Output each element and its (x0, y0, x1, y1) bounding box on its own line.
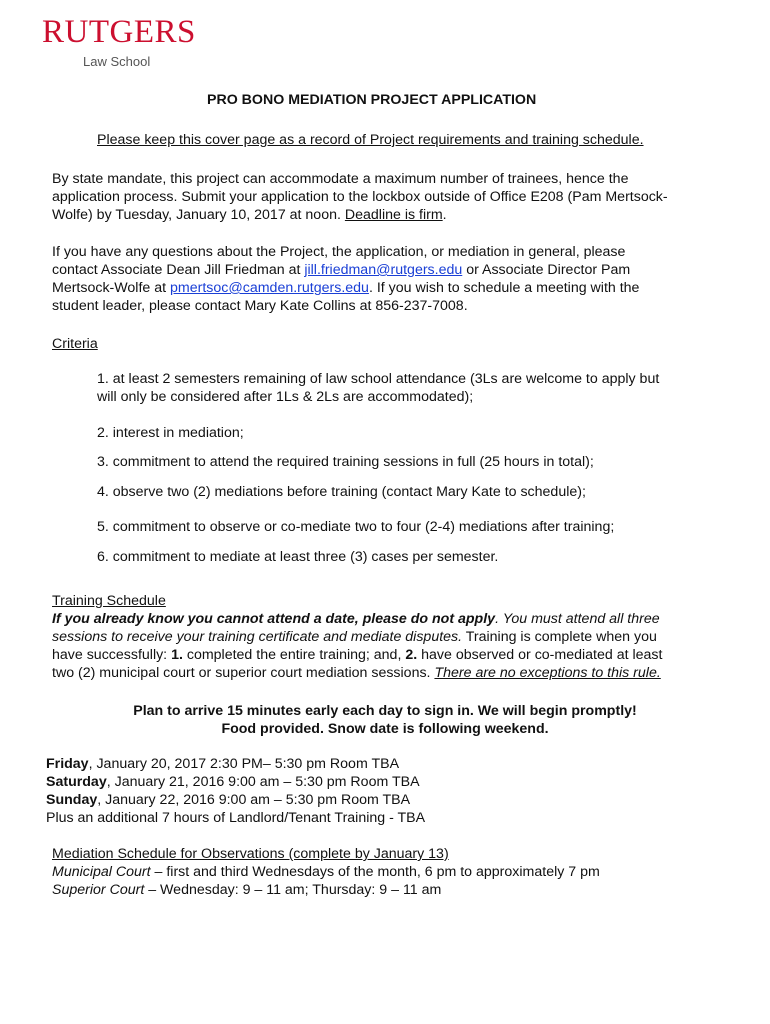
page-title: PRO BONO MEDIATION PROJECT APPLICATION (207, 92, 537, 108)
schedule-day: Saturday (46, 774, 107, 790)
contact-line-3 (52, 279, 639, 297)
email-link-mertsock[interactable]: pmertsoc@camden.rutgers.edu (170, 280, 369, 296)
training-heading: Training Schedule (52, 593, 166, 609)
email-link-friedman[interactable]: jill.friedman@rutgers.edu (304, 262, 463, 278)
contact-text-b: or Associate Director Pam (462, 262, 631, 278)
criteria-item-1: 1. at least 2 semesters remaining of law school attendance (3Ls are welcome to apply but (97, 371, 660, 387)
training-line-3 (52, 646, 662, 664)
contact-text-a: contact Associate Dean Jill Friedman at (52, 262, 305, 278)
contact-line-1: If you have any questions about the Project, the application, or mediation in general, please (52, 244, 626, 260)
intro-line-1: By state mandate, this project can accommodate a maximum number of trainees, hence the (52, 171, 629, 187)
training-complete-note: Training is complete when you (462, 629, 657, 645)
criteria-item-4: 4. observe two (2) mediations before training (contact Mary Kate to schedule); (97, 484, 586, 500)
schedule-extra: Plus an additional 7 hours of Landlord/Tenant Training - TBA (46, 810, 426, 826)
observations-municipal (52, 863, 600, 881)
schedule-detail: , January 20, 2017 2:30 PM– 5:30 pm Room TBA (88, 756, 400, 772)
training-line-4 (52, 664, 661, 682)
observations-superior (52, 881, 441, 899)
criteria-item-1-cont: will only be considered after 1Ls & 2Ls are accommodated); (97, 389, 474, 405)
training-certificate-note: sessions to receive your training certificate and mediate disputes. (52, 629, 463, 645)
training-text-c: completed the entire training; and, (182, 647, 406, 663)
no-exceptions-note: There are no exceptions to this rule. (434, 665, 661, 681)
schedule-detail: , January 22, 2016 9:00 am – 5:30 pm Room TBA (97, 792, 411, 808)
criteria-item-3: 3. commitment to attend the required training sessions in full (25 hours in total); (97, 454, 594, 470)
superior-court-text: – Wednesday: 9 – 11 am; Thursday: 9 – 11 am (144, 882, 442, 898)
logo-subtitle: Law School (83, 54, 151, 69)
schedule-saturday (46, 773, 420, 791)
cover-note: Please keep this cover page as a record of Project requirements and training schedule. (97, 132, 644, 148)
rutgers-logo (42, 14, 196, 69)
logo-wordmark: RUTGERS (42, 14, 196, 50)
contact-text-c: Mertsock-Wolfe at (52, 280, 170, 296)
criteria-item-5: 5. commitment to observe or co-mediate two to four (2-4) mediations after training; (97, 519, 615, 535)
training-attend-note: . You must attend all three (495, 611, 660, 627)
municipal-court-label: Municipal Court (52, 864, 151, 880)
criteria-item-6: 6. commitment to mediate at least three (3) cases per semester. (97, 549, 499, 565)
arrive-line-2: Food provided. Snow date is following weekend. (221, 721, 549, 737)
training-num-1: 1. (171, 647, 183, 663)
training-line-2 (52, 628, 657, 646)
intro-line-3 (52, 206, 447, 224)
training-text-d: have observed or co-mediated at least (417, 647, 663, 663)
intro-period: . (442, 207, 447, 223)
schedule-friday (46, 755, 399, 773)
schedule-sunday (46, 791, 410, 809)
municipal-court-text: – first and third Wednesdays of the month, 6 pm to approximately 7 pm (150, 864, 600, 880)
training-text-e: two (2) municipal court or superior court mediation sessions. (52, 665, 435, 681)
contact-text-d: . If you wish to schedule a meeting with the (368, 280, 640, 296)
observations-heading: Mediation Schedule for Observations (complete by January 13) (52, 846, 449, 862)
schedule-day: Friday (46, 756, 89, 772)
training-warning: If you already know you cannot attend a date, please do not apply (52, 611, 496, 627)
contact-line-2 (52, 261, 630, 279)
training-text-a: have successfully: (52, 647, 172, 663)
training-num-2: 2. (405, 647, 418, 663)
intro-line-2: application process. Submit your application to the lockbox outside of Office E208 (Pam Mertsock- (52, 189, 668, 205)
criteria-item-2: 2. interest in mediation; (97, 425, 244, 441)
arrive-line-1: Plan to arrive 15 minutes early each day to sign in. We will begin promptly! (133, 703, 637, 719)
schedule-day: Sunday (46, 792, 98, 808)
deadline-firm: Deadline is firm (344, 207, 443, 223)
criteria-heading: Criteria (52, 336, 98, 352)
schedule-detail: , January 21, 2016 9:00 am – 5:30 pm Room TBA (106, 774, 420, 790)
training-line-1 (52, 610, 660, 628)
contact-line-4: student leader, please contact Mary Kate Collins at 856-237-7008. (52, 298, 468, 314)
superior-court-label: Superior Court (52, 882, 145, 898)
intro-deadline-text: Wolfe) by Tuesday, January 10, 2017 at noon. (52, 207, 341, 223)
